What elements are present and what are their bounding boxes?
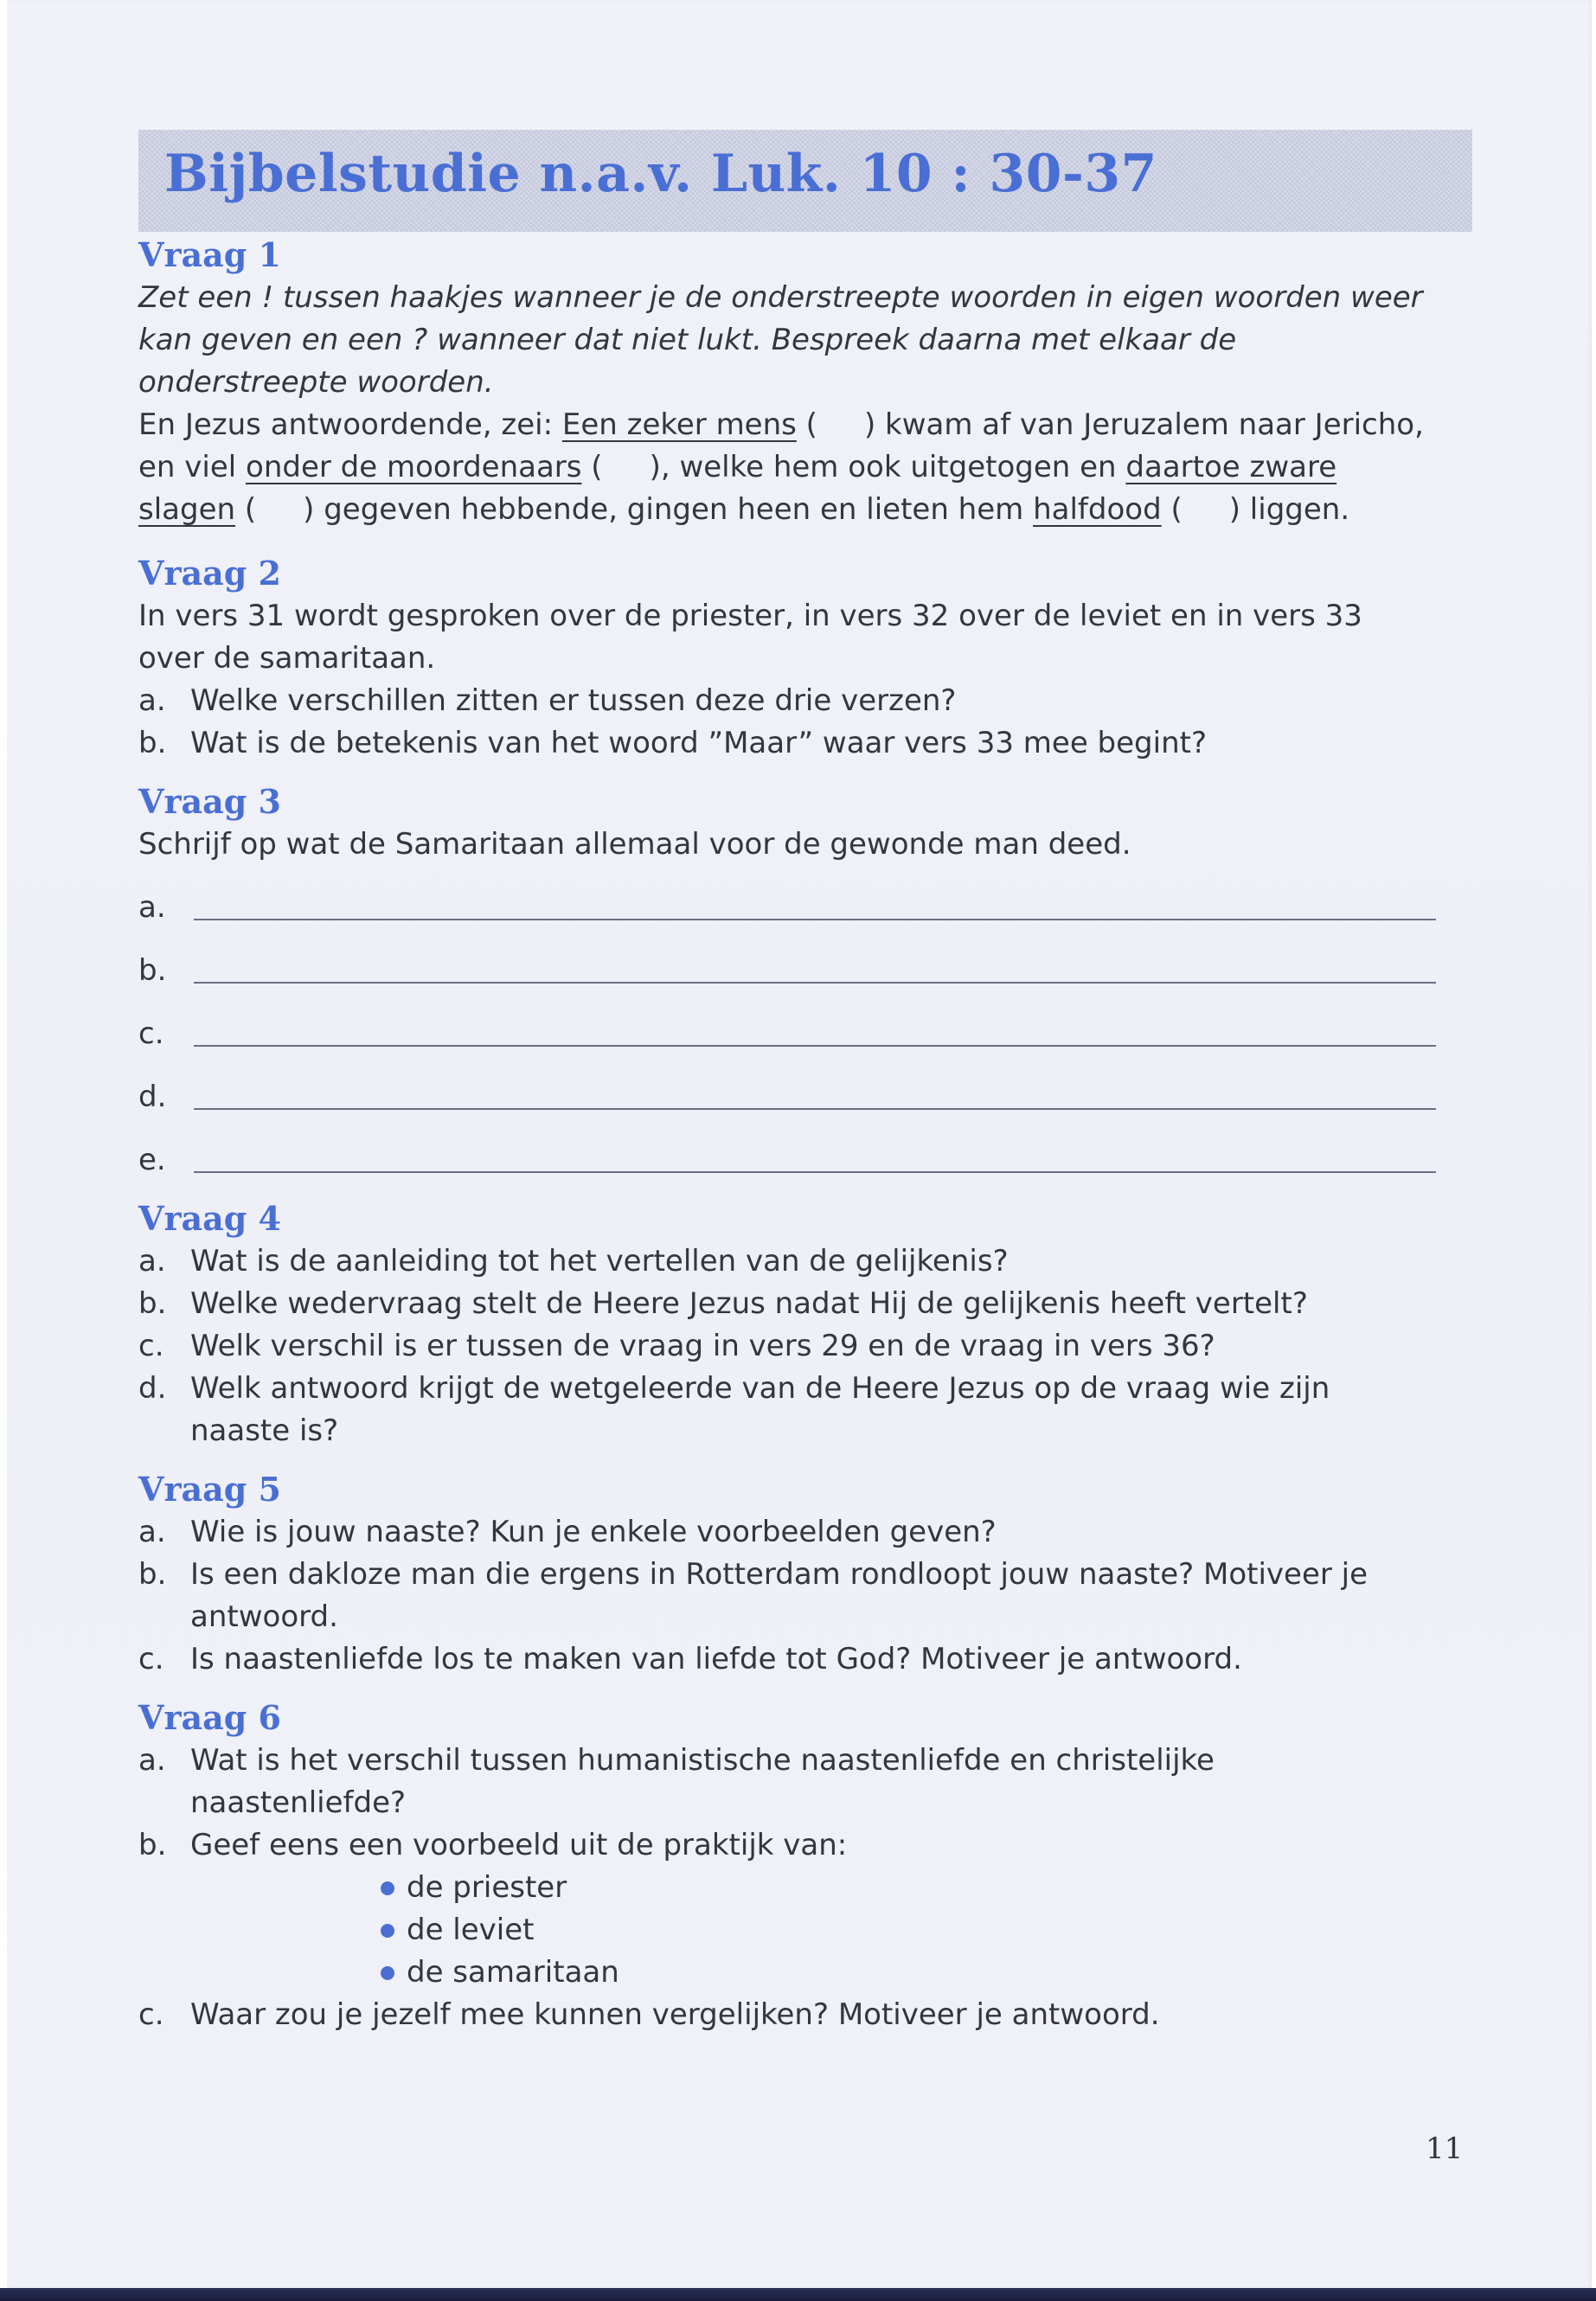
- item-label: a.: [138, 1743, 166, 1778]
- question-2-intro: In vers 31 wordt gesproken over de priester, in vers 32 over de leviet en in vers 33 over de samaritaan.: [138, 599, 1362, 676]
- answer-line[interactable]: [138, 1118, 1436, 1182]
- question-3-intro: Schrijf op wat de Samaritaan allemaal voor de gewonde man deed.: [138, 827, 1131, 862]
- item-text: Welke verschillen zitten er tussen deze drie verzen?: [190, 683, 957, 718]
- answer-line[interactable]: [138, 866, 1436, 929]
- item-text: Wat is de aanleiding tot het vertellen van de gelijkenis?: [190, 1244, 1009, 1279]
- line-label: e.: [138, 1143, 166, 1177]
- list-item: [138, 1638, 1436, 1681]
- answer-line[interactable]: [138, 1055, 1436, 1118]
- underlined-phrase-2: onder de moordenaars: [246, 450, 582, 484]
- list-item: [138, 1368, 1436, 1452]
- question-1-instruction: Zet een ! tussen haakjes wanneer je de onderstreepte woorden in eigen woorden weer kan geven en een ? wanneer dat niet lukt. Bespreek daarna met elkaar de onderstreepte woorden.: [138, 280, 1423, 400]
- item-text: Welk verschil is er tussen de vraag in vers 29 en de vraag in vers 36?: [190, 1329, 1215, 1363]
- line-label: a.: [138, 890, 166, 925]
- item-text: Wat is de betekenis van het woord ”Maar” waar vers 33 mee begint?: [190, 726, 1207, 760]
- item-label: a.: [138, 683, 166, 718]
- worksheet-page: [7, 0, 1592, 2288]
- write-rule[interactable]: [194, 1171, 1436, 1173]
- item-text: Is een dakloze man die ergens in Rotterdam rondloopt jouw naaste? Motiveer je antwoord.: [190, 1557, 1368, 1634]
- title-banner: [138, 130, 1472, 232]
- line-label: d.: [138, 1080, 167, 1114]
- question-1-heading: Vraag 1: [138, 235, 281, 274]
- question-6-heading: Vraag 6: [138, 1698, 281, 1737]
- item-text: Wat is het verschil tussen humanistische naastenliefde en christelijke naastenliefde?: [190, 1743, 1215, 1820]
- question-6: [138, 1696, 1436, 2036]
- item-label: c.: [138, 1642, 164, 1676]
- page-bottom-edge: [0, 2288, 1596, 2301]
- bullet-list: [381, 1867, 1436, 1994]
- bullet-text: de priester: [407, 1870, 567, 1905]
- open-paren: (: [796, 407, 817, 442]
- passage-text: ) kwam af van Jeruzalem naar Jericho, en viel: [138, 407, 1424, 484]
- item-text: Is naastenliefde los te maken van liefde tot God? Motiveer je antwoord.: [190, 1642, 1242, 1676]
- questions: [138, 234, 1436, 2052]
- bullet-item: [381, 1909, 1436, 1952]
- open-paren: (: [581, 450, 603, 484]
- page-number: 11: [1426, 2131, 1464, 2166]
- question-3-heading: Vraag 3: [138, 782, 281, 821]
- list-item: [138, 1240, 1436, 1283]
- item-label: b.: [138, 1828, 167, 1862]
- question-2: [138, 552, 1436, 765]
- list-item: [138, 1824, 1436, 1867]
- item-text: Wie is jouw naaste? Kun je enkele voorbeelden geven?: [190, 1515, 997, 1549]
- passage-text: En Jezus antwoordende, zei:: [138, 407, 562, 442]
- question-4: [138, 1197, 1436, 1452]
- item-label: a.: [138, 1515, 166, 1549]
- question-4-heading: Vraag 4: [138, 1199, 281, 1238]
- list-item: [138, 1511, 1436, 1554]
- question-5-heading: Vraag 5: [138, 1470, 281, 1509]
- item-label: c.: [138, 1329, 164, 1363]
- question-1-passage: [138, 404, 1436, 531]
- item-text: Welk antwoord krijgt de wetgeleerde van de Heere Jezus op de vraag wie zijn naaste is?: [190, 1371, 1330, 1448]
- underlined-phrase-3: daartoe zware slagen: [138, 450, 1337, 527]
- open-paren: (: [235, 492, 257, 527]
- open-paren: (: [1161, 492, 1183, 527]
- passage-text: ) liggen.: [1228, 492, 1350, 527]
- answer-line[interactable]: [138, 929, 1436, 992]
- list-item: [138, 1740, 1436, 1824]
- write-rule[interactable]: [194, 1108, 1436, 1110]
- write-rule[interactable]: [194, 982, 1436, 984]
- underlined-phrase-4: halfdood: [1033, 492, 1162, 527]
- question-2-heading: Vraag 2: [138, 554, 281, 593]
- bullet-dot-icon: [381, 1966, 394, 1980]
- question-3: [138, 780, 1436, 1182]
- item-text: Geef eens een voorbeeld uit de praktijk van:: [190, 1828, 848, 1862]
- item-label: c.: [138, 1997, 164, 2032]
- bullet-dot-icon: [381, 1924, 394, 1938]
- list-item: [138, 1283, 1436, 1325]
- line-label: b.: [138, 953, 167, 988]
- passage-text: ) gegeven hebbende, gingen heen en lieten hem: [303, 492, 1034, 527]
- bullet-item: [381, 1867, 1436, 1909]
- page-title: Bijbelstudie n.a.v. Luk. 10 : 30-37: [164, 144, 1157, 204]
- write-rule[interactable]: [194, 1045, 1436, 1047]
- bullet-text: de samaritaan: [407, 1955, 619, 1990]
- line-label: c.: [138, 1016, 164, 1051]
- item-text: Welke wedervraag stelt de Heere Jezus nadat Hij de gelijkenis heeft vertelt?: [190, 1286, 1308, 1321]
- question-1: [138, 234, 1436, 531]
- bullet-item: [381, 1952, 1436, 1994]
- item-text: Waar zou je jezelf mee kunnen vergelijken? Motiveer je antwoord.: [190, 1997, 1160, 2032]
- list-item: [138, 1554, 1436, 1638]
- list-item: [138, 1325, 1436, 1368]
- question-5: [138, 1468, 1436, 1681]
- underlined-phrase-1: Een zeker mens: [561, 407, 797, 442]
- answer-line[interactable]: [138, 992, 1436, 1055]
- item-label: b.: [138, 726, 167, 760]
- list-item: [138, 1994, 1436, 2036]
- bullet-dot-icon: [381, 1881, 394, 1895]
- item-label: b.: [138, 1557, 167, 1592]
- item-label: d.: [138, 1371, 167, 1406]
- list-item: [138, 722, 1436, 765]
- write-rule[interactable]: [194, 919, 1436, 920]
- passage-text: ), welke hem ook uitgetogen en: [649, 450, 1126, 484]
- list-item: [138, 680, 1436, 722]
- item-label: a.: [138, 1244, 166, 1279]
- bullet-text: de leviet: [407, 1913, 535, 1947]
- item-label: b.: [138, 1286, 167, 1321]
